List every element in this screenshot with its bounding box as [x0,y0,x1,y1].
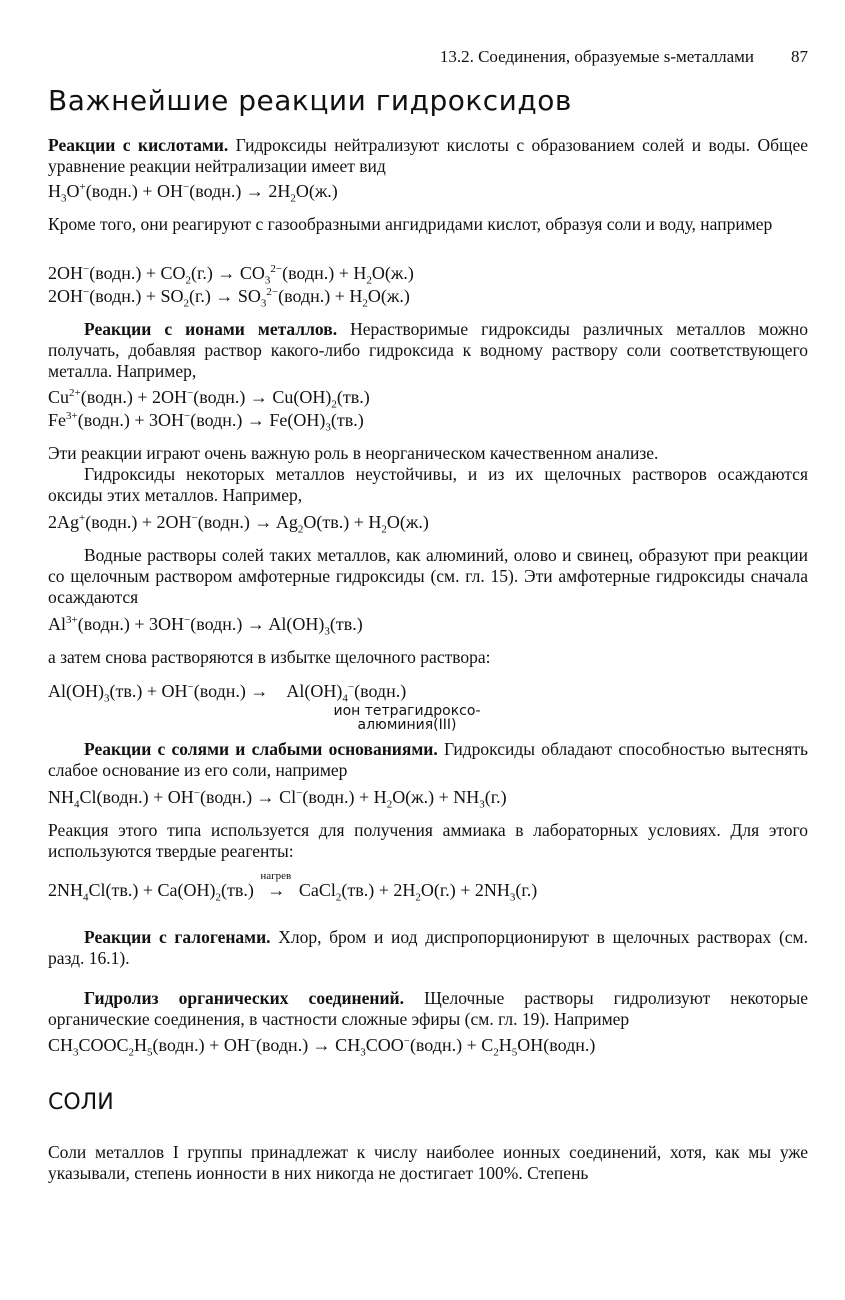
ammonia-paragraph: Реакция этого типа используется для получения аммиака в лабораторных условиях. Для этого используются твердые реагенты: [48,820,808,861]
metal-ions-heading: Реакции с ионами металлов. [84,319,338,339]
salts-paragraph: Соли металлов I группы принадлежат к числу наиболее ионных соединений, хотя, как мы уже указывали, степень ионности в них никогда не достигает 100%. Степень [48,1142,808,1183]
unstable-hydroxides-paragraph: Гидроксиды некоторых металлов неустойчивы, и из их щелочных растворов осаждаются оксиды этих металлов. Например, [48,464,808,505]
equation-co2: 2OH−(водн.) + $CO_2(г.)$ → $CO_3^{2-}(водн.) + H_2O(ж.)$ [48,263,414,287]
page-number: 87 [791,47,808,66]
metal-ions-paragraph: Реакции с ионами металлов. Нерастворимые гидроксиды различных металлов можно получать, добавляя раствор какого-либо гидроксида к водному раствору соли соответствующего металла. Например, [48,319,808,381]
page-title: Важнейшие реакции гидроксидов [48,84,572,117]
equation-al-precipitate: $Al^{3+}(водн.)$ + 3OH−(водн.) → $Al(OH)_3(тв.)$ [48,614,363,638]
equation-neutralization: $H_3O^+(водн.)$ + OH−(водн.) → $2H_2O(ж.)$ [48,181,338,205]
acids-paragraph: Реакции с кислотами. Гидроксиды нейтрализуют кислоты с образованием солей и воды. Общее уравнение реакции нейтрализации имеет вид [48,135,808,176]
equation-ammonia-lab: $2NH_4Cl(тв.) + Ca(OH)_2(тв.)$ нагрев → CaCl$_2$(тв.) + $2H_2O(г.) + 2NH_3(г.)$ [48,870,538,904]
analysis-paragraph: Эти реакции играют очень важную роль в неорганическом качественном анализе. [48,443,659,463]
weak-bases-heading: Реакции с солями и слабыми основаниями. [84,739,438,759]
equation-ester-hydrolysis: $CH_3COOC_2H_5(водн.)$ + OH−(водн.) → $CH_3COO^-(водн.)$ + $C_2H_5OH(водн.)$ [48,1035,596,1059]
section-title: 13.2. Соединения, образуемые s-металлами [439,47,754,66]
redissolve-paragraph: а затем снова растворяются в избытке щелочного раствора: [48,647,491,667]
halogens-paragraph: Реакции с галогенами. Хлор, бром и иод диспропорционируют в щелочных растворах (см. разд. 16.1). [48,927,808,968]
acids-heading: Реакции с кислотами. [48,135,229,155]
equation-fe: $Fe^{3+}(водн.)$ + 3OH−(водн.) → $Fe(OH)_3(тв.)$ [48,410,364,434]
heat-arrow: нагрев → [258,870,295,900]
equation-ag: 2Ag+(водн.) + 2OH−(водн.) → $Ag_2O(тв.) + H_2O(ж.)$ [48,512,429,536]
ion-name-note: ион тетрагидроксо-алюминия(III) [333,703,481,733]
weak-bases-paragraph: Реакции с солями и слабыми основаниями. Гидроксиды обладают способностью вытеснять слабое основание из его соли, например [48,739,808,780]
acids-paragraph-2: Кроме того, они реагируют с газообразными ангидридами кислот, образуя соли и воду, например [48,214,773,234]
equation-al-dissolve: $Al(OH)_3(тв.)$ + OH−(водн.) → $Al(OH)_4^-(водн.)$ [48,681,407,705]
hydrolysis-paragraph: Гидролиз органических соединений. Щелочные растворы гидролизуют некоторые органические соединения, в частности сложные эфиры (см. гл. 19). Например [48,988,808,1029]
heat-label: нагрев [260,870,292,882]
amphoteric-paragraph: Водные растворы солей таких металлов, как алюминий, олово и свинец, образуют при реакции со щелочным раствором амфотерные гидроксиды (см. гл. 15). Эти амфотерные гидроксиды сначала осаждаются [48,545,808,607]
hydrolysis-heading: Гидролиз органических соединений. [84,988,405,1008]
equation-so2: 2OH−(водн.) + $SO_2(г.)$ → $SO_3^{2-}(водн.) + H_2O(ж.)$ [48,286,410,310]
equation-cu: $Cu^{2+}(водн.)$ + 2OH−(водн.) → $Cu(OH)_2(тв.)$ [48,387,370,411]
equation-nh4cl: $NH_4Cl(водн.)$ + OH−(водн.) → Cl−(водн.) + $H_2O(ж.) + NH_3(г.)$ [48,787,507,811]
salts-heading: СОЛИ [48,1090,114,1115]
halogens-heading: Реакции с галогенами. [84,927,271,947]
